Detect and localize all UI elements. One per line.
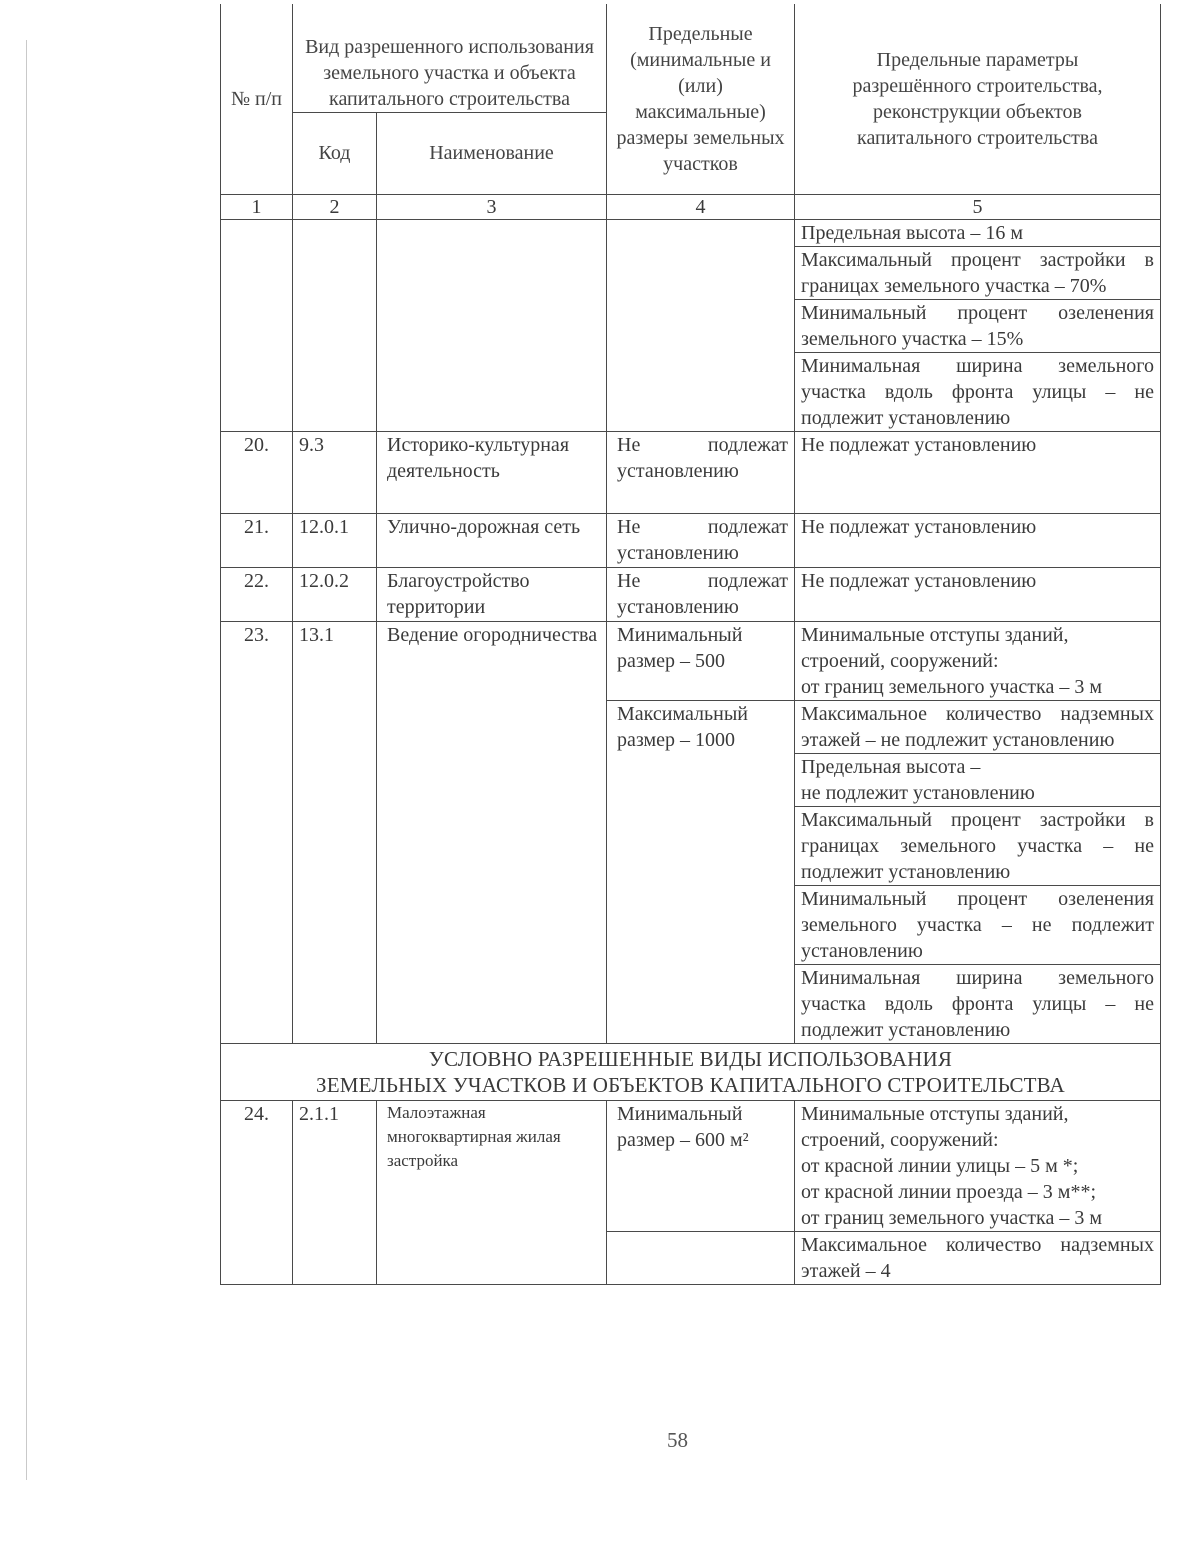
param-line: от красной линии проезда – 3 м**; — [801, 1180, 1097, 1203]
column-number-row — [221, 194, 1161, 219]
row-name: Историко-культурная деятельность — [377, 431, 607, 513]
header-vid: Вид разрешенного использования земельного участка и объекта капитального строительства — [293, 4, 607, 112]
row-param: Не подлежат установлению — [795, 431, 1161, 513]
row-size: Не подлежат установлению — [607, 513, 795, 567]
row-name: Благоустройство территории — [377, 567, 607, 621]
param-line: не подлежит установлению — [801, 781, 1035, 804]
row-code: 12.0.1 — [293, 513, 377, 567]
row-name: Ведение огородничества — [377, 621, 607, 1043]
header-params: Предельные параметры разрешённого строительства, реконструкции объектов капитального строительства — [795, 4, 1161, 194]
row-size-min: Минимальный размер – 600 м² — [607, 1100, 795, 1231]
table-row — [221, 219, 1161, 246]
row-name: Малоэтажная многоквартирная жилая застройка — [377, 1100, 607, 1284]
param-cell — [795, 753, 1161, 806]
column-number: 3 — [377, 194, 607, 219]
column-number: 4 — [607, 194, 795, 219]
row-size: Не подлежат установлению — [607, 567, 795, 621]
param-line: Предельная высота – — [801, 755, 981, 778]
section-heading — [221, 1043, 1161, 1100]
header-sizes: Предельные (минимальные и (или) максимальные) размеры земельных участков — [607, 4, 795, 194]
table-row — [221, 513, 1161, 567]
row-size-min: Минимальный размер – 500 — [607, 621, 795, 700]
row-name: Улично-дорожная сеть — [377, 513, 607, 567]
header-row-top — [221, 4, 1161, 112]
param-cell: Максимальный процент застройки в границах земельного участка – 70% — [795, 246, 1161, 299]
zoning-table — [220, 4, 1161, 1285]
param-line: Минимальные отступы зданий, строений, сооружений: — [801, 623, 1069, 672]
page-number: 58 — [667, 1428, 688, 1452]
table-row — [221, 431, 1161, 513]
scan-edge-mark — [26, 40, 27, 1480]
param-cell: Минимальный процент озеленения земельного участка – не подлежит установлению — [795, 885, 1161, 964]
section-heading-line: ЗЕМЕЛЬНЫХ УЧАСТКОВ И ОБЪЕКТОВ КАПИТАЛЬНОГО СТРОИТЕЛЬСТВА — [316, 1072, 1065, 1097]
param-cell: Максимальный процент застройки в границах земельного участка – не подлежит установлению — [795, 806, 1161, 885]
row-code: 13.1 — [293, 621, 377, 1043]
param-cell: Минимальная ширина земельного участка вдоль фронта улицы – не подлежит установлению — [795, 352, 1161, 431]
param-cell: Минимальный процент озеленения земельного участка – 15% — [795, 299, 1161, 352]
column-number: 5 — [795, 194, 1161, 219]
row-number: 24. — [221, 1100, 293, 1284]
param-cell: Максимальное количество надземных этажей – 4 — [795, 1231, 1161, 1284]
param-line: Минимальные отступы зданий, строений, сооружений: — [801, 1102, 1069, 1151]
param-cell: Предельная высота – 16 м — [795, 219, 1161, 246]
row-code: 9.3 — [293, 431, 377, 513]
row-size-max: Максимальный размер – 1000 — [607, 700, 795, 1043]
row-number: 23. — [221, 621, 293, 1043]
row-param: Не подлежат установлению — [795, 567, 1161, 621]
header-name: Наименование — [377, 112, 607, 194]
table-row — [221, 1100, 1161, 1231]
row-param: Не подлежат установлению — [795, 513, 1161, 567]
param-line: от красной линии улицы – 5 м *; — [801, 1154, 1079, 1177]
table-row — [221, 567, 1161, 621]
param-cell: Минимальная ширина земельного участка вдоль фронта улицы – не подлежит установлению — [795, 964, 1161, 1043]
row-number: 21. — [221, 513, 293, 567]
section-heading-line: УСЛОВНО РАЗРЕШЕННЫЕ ВИДЫ ИСПОЛЬЗОВАНИЯ — [428, 1046, 953, 1071]
param-cell — [795, 1100, 1161, 1231]
row-code: 12.0.2 — [293, 567, 377, 621]
row-code: 2.1.1 — [293, 1100, 377, 1284]
column-number: 1 — [221, 194, 293, 219]
section-heading-row — [221, 1043, 1161, 1100]
param-line: от границ земельного участка – 3 м — [801, 1206, 1102, 1229]
column-number: 2 — [293, 194, 377, 219]
header-num: № п/п — [221, 4, 293, 194]
row-size: Не подлежат установлению — [607, 431, 795, 513]
param-cell: Максимальное количество надземных этажей – не подлежит установлению — [795, 700, 1161, 753]
header-kod: Код — [293, 112, 377, 194]
table-row — [221, 621, 1161, 700]
row-number: 20. — [221, 431, 293, 513]
row-number: 22. — [221, 567, 293, 621]
param-line: от границ земельного участка – 3 м — [801, 675, 1102, 698]
param-cell — [795, 621, 1161, 700]
